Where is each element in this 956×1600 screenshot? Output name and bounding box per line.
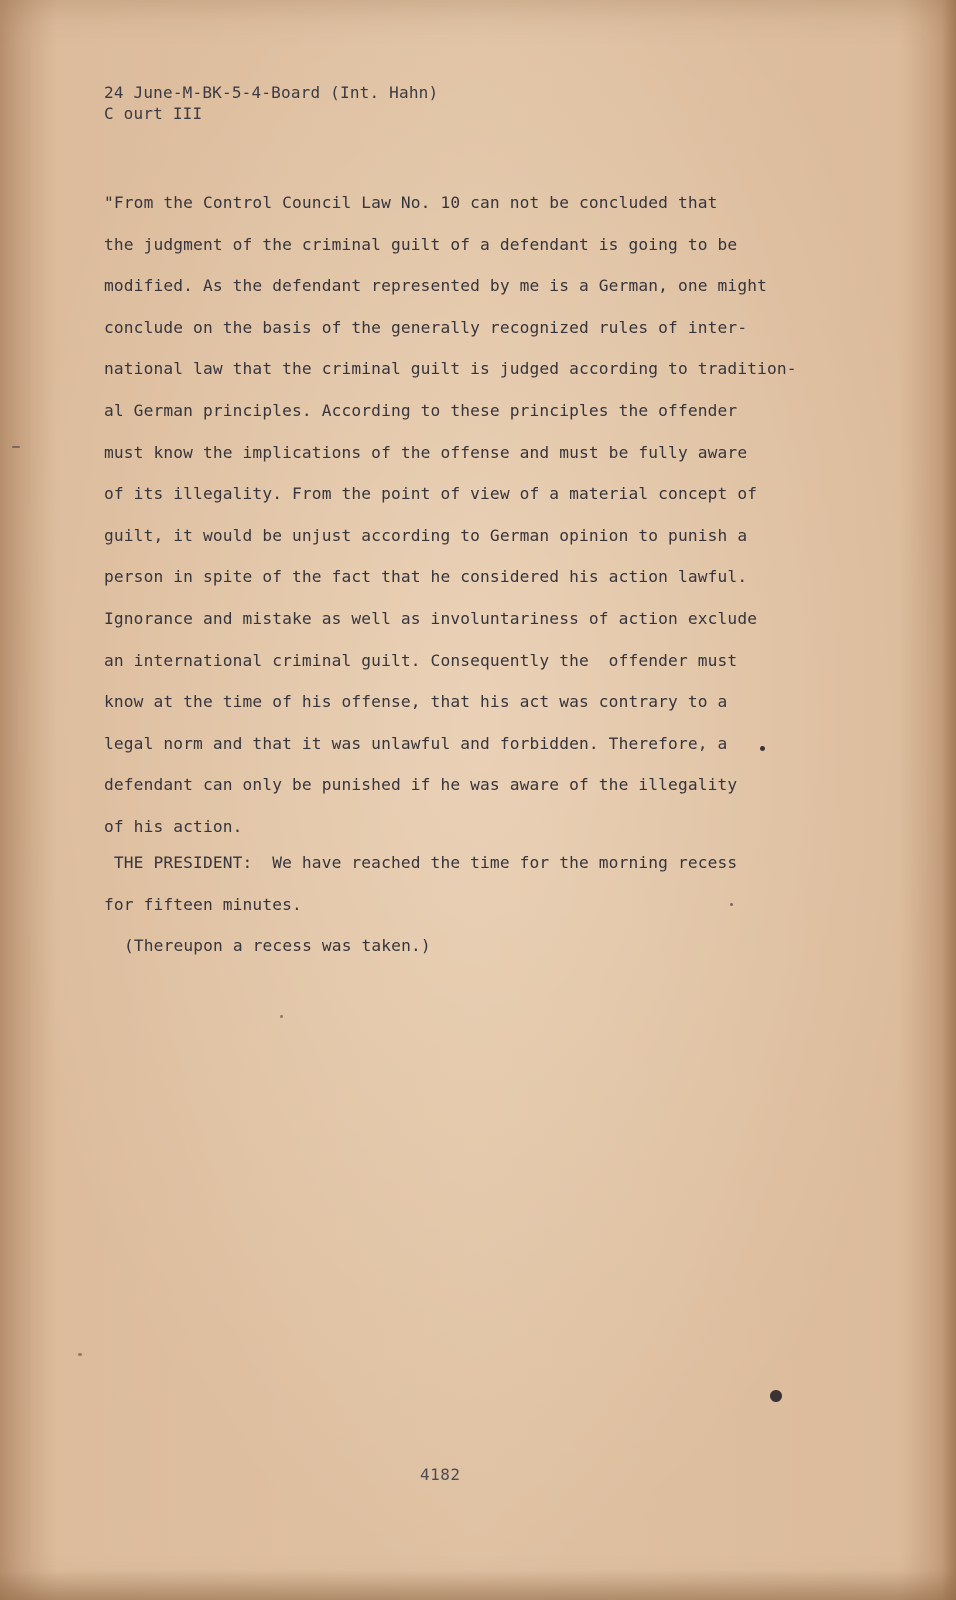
body-line: Ignorance and mistake as well as involuntariness of action exclude xyxy=(104,608,758,628)
header-session-line: 24 June-M-BK-5-4-Board (Int. Hahn) xyxy=(104,83,439,102)
body-line: al German principles. According to these principles the offender xyxy=(104,400,738,420)
recess-note: (Thereupon a recess was taken.) xyxy=(124,936,431,955)
page-edge-shadow xyxy=(942,0,956,1600)
ink-speck xyxy=(770,1390,782,1402)
body-line: defendant can only be punished if he was aware of the illegality xyxy=(104,775,738,795)
body-line: person in spite of the fact that he considered his action lawful. xyxy=(104,567,748,587)
body-line: an international criminal guilt. Consequently the offender must xyxy=(104,650,738,670)
president-line: for fifteen minutes. xyxy=(104,894,302,914)
document-header xyxy=(104,82,438,124)
body-line: modified. As the defendant represented by me is a German, one might xyxy=(104,276,768,296)
body-line: legal norm and that it was unlawful and forbidden. Therefore, a xyxy=(104,733,728,753)
ink-speck xyxy=(78,1353,82,1356)
body-line: of his action. xyxy=(104,816,243,836)
ink-speck xyxy=(760,746,765,751)
ink-speck xyxy=(730,903,733,906)
page-bottom-shadow xyxy=(0,1570,956,1600)
president-statement xyxy=(104,842,737,925)
body-line: of its illegality. From the point of view of a material concept of xyxy=(104,484,758,504)
body-line: national law that the criminal guilt is judged according to tradition- xyxy=(104,359,797,379)
president-line: THE PRESIDENT: We have reached the time for the morning recess xyxy=(104,853,738,872)
body-line: know at the time of his offense, that his act was contrary to a xyxy=(104,692,728,712)
body-line: must know the implications of the offense and must be fully aware xyxy=(104,442,748,462)
ink-speck xyxy=(280,1015,283,1018)
transcript-body xyxy=(104,182,834,848)
body-line: "From the Control Council Law No. 10 can not be concluded that xyxy=(104,193,718,212)
body-line: conclude on the basis of the generally recognized rules of inter- xyxy=(104,317,748,337)
body-line: guilt, it would be unjust according to German opinion to punish a xyxy=(104,525,748,545)
header-court-line: C ourt III xyxy=(104,104,203,123)
ink-speck xyxy=(12,446,20,448)
page-number: 4182 xyxy=(420,1465,461,1484)
body-line: the judgment of the criminal guilt of a defendant is going to be xyxy=(104,234,738,254)
